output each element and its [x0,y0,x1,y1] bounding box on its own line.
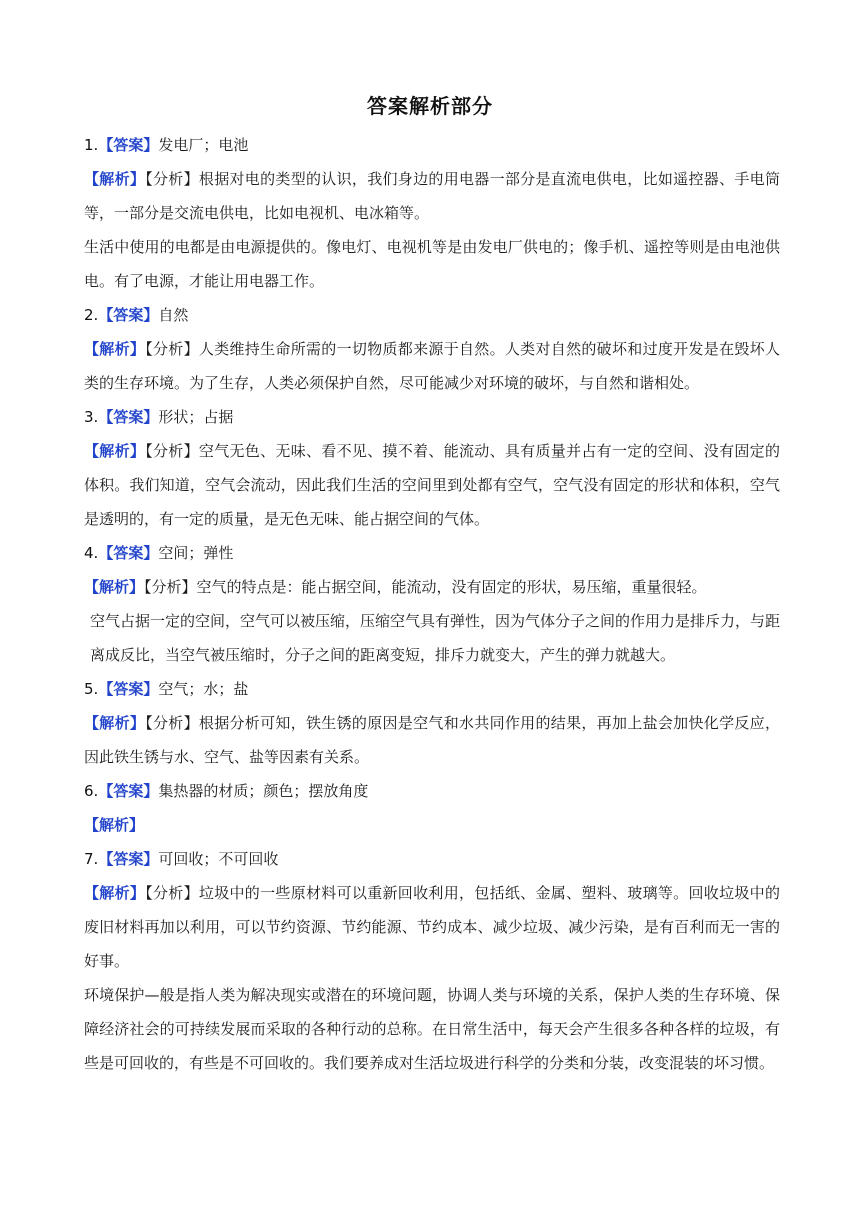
analysis-text: 空气无色、无味、看不见、摸不着、能流动、具有质量并占有一定的空间、没有固定的体积。我们知道，空气会流动，因此我们生活的空间里到处都有空气，空气没有固定的形状和体积，空气是透明的，有一定的质量，是无色无味、能占据空间的气体。 [84,442,780,528]
jiexi-tag: 【解析】 [84,170,146,188]
answer-tag: 【答案】 [98,306,159,324]
question-number: 4. [84,544,99,562]
question-number: 6. [84,782,99,800]
answer-line-7 [84,842,780,876]
analysis-para-1 [84,162,780,230]
jiexi-tag: 【解析】 [84,340,146,358]
analysis-text: 人类维持生命所需的一切物质都来源于自然。人类对自然的破坏和过度开发是在毁坏人类的生存环境。为了生存，人类必须保护自然，尽可能减少对环境的破坏，与自然和谐相处。 [84,340,780,392]
fenxi-tag: 【分析】 [145,340,199,358]
analysis-para-3 [84,434,780,536]
fenxi-tag: 【分析】 [145,442,199,460]
analysis-text: 根据分析可知，铁生锈的原因是空气和水共同作用的结果，再加上盐会加快化学反应，因此铁生锈与水、空气、盐等因素有关系。 [84,714,780,766]
answer-text: 空间；弹性 [158,544,234,562]
page-title: 答案解析部分 [367,94,493,118]
answer-tag: 【答案】 [98,408,159,426]
answer-text: 形状；占据 [158,408,234,426]
answer-text: 集热器的材质；颜色；摆放角度 [158,782,369,800]
question-number: 7. [84,850,99,868]
analysis-text: 根据对电的类型的认识，我们身边的用电器一部分是直流电供电，比如遥控器、手电筒等，一部分是交流电供电，比如电视机、电冰箱等。 [84,170,780,222]
jiexi-tag: 【解析】 [84,442,146,460]
analysis-para-5 [84,706,780,774]
analysis-para-2 [84,332,780,400]
answer-line-2 [84,298,780,332]
analysis-para-7b: 环境保护—般是指人类为解决现实或潜在的环境问题，协调人类与环境的关系，保护人类的生存环境、保障经济社会的可持续发展而采取的各种行动的总称。在日常生活中，每天会产生很多各种各样的垃圾，有些是可回收的，有些是不可回收的。我们要养成对生活垃圾进行科学的分类和分装，改变混装的坏习惯。 [84,986,780,1072]
answer-line-4 [84,536,780,570]
answer-text: 空气；水；盐 [158,680,249,698]
answer-line-6 [84,774,780,808]
fenxi-tag: 【分析】 [144,578,197,596]
answer-line-5 [84,672,780,706]
answer-tag: 【答案】 [98,680,159,698]
jiexi-tag: 【解析】 [84,884,146,902]
jiexi-tag: 【解析】 [84,578,145,596]
analysis-para-4b: 空气占据一定的空间，空气可以被压缩，压缩空气具有弹性，因为气体分子之间的作用力是排斥力，与距离成反比，当空气被压缩时，分子之间的距离变短，排斥力就变大，产生的弹力就越大。 [90,612,781,664]
answer-tag: 【答案】 [98,782,159,800]
answer-text: 发电厂；电池 [158,136,249,154]
analysis-para-4 [84,570,780,604]
fenxi-tag: 【分析】 [145,170,199,188]
answer-tag: 【答案】 [98,850,159,868]
analysis-para-1b: 生活中使用的电都是由电源提供的。像电灯、电视机等是由发电厂供电的；像手机、遥控等则是由电池供电。有了电源，才能让用电器工作。 [84,238,780,290]
analysis-para-7 [84,876,780,978]
answer-line-3 [84,400,780,434]
question-number: 5. [84,680,99,698]
analysis-para-6 [84,808,780,842]
jiexi-tag: 【解析】 [84,816,145,834]
analysis-text: 空气的特点是：能占据空间，能流动，没有固定的形状，易压缩，重量很轻。 [196,578,707,596]
question-number: 2. [84,306,99,324]
jiexi-tag: 【解析】 [84,714,146,732]
fenxi-tag: 【分析】 [145,884,199,902]
answer-text: 可回收；不可回收 [158,850,279,868]
question-number: 1. [84,136,99,154]
answer-line-1 [84,128,780,162]
answer-tag: 【答案】 [98,544,159,562]
answer-tag: 【答案】 [98,136,159,154]
analysis-text: 垃圾中的一些原材料可以重新回收利用，包括纸、金属、塑料、玻璃等。回收垃圾中的废旧材料再加以利用，可以节约资源、节约能源、节约成本、减少垃圾、减少污染，是有百利而无一害的好事。 [84,884,780,970]
answer-list [84,128,780,1080]
answer-text: 自然 [158,306,189,324]
question-number: 3. [84,408,99,426]
fenxi-tag: 【分析】 [145,714,199,732]
